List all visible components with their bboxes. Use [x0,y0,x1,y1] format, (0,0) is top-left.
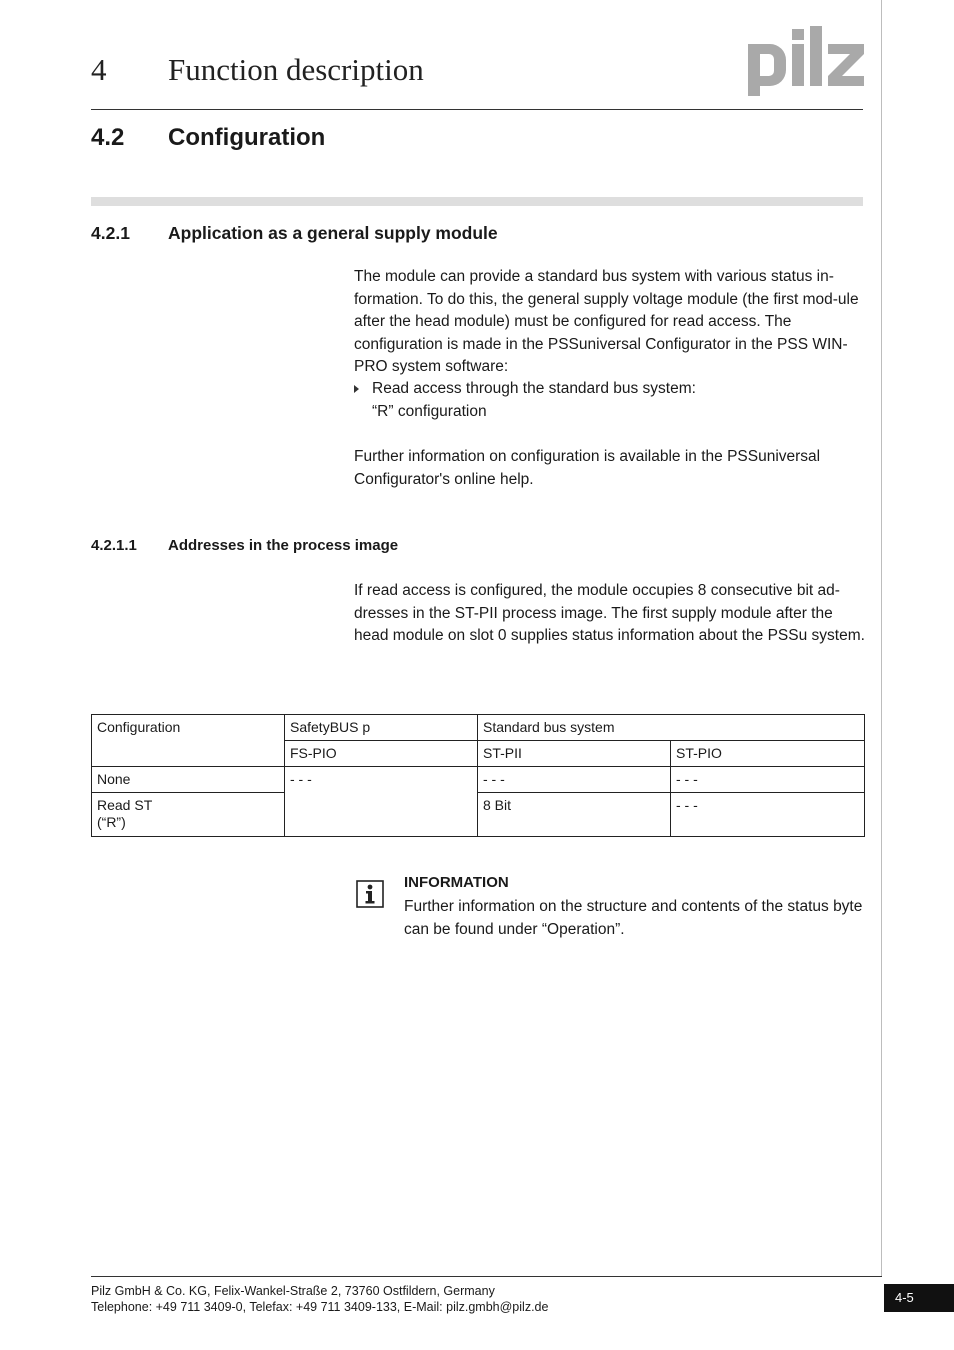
header-standard-bus: Standard bus system [478,715,865,741]
subsection-title: Application as a general supply module [168,223,498,243]
header-fs-pio: FS-PIO [285,741,478,767]
cell-none-st-pii: - - - [478,767,671,793]
bullet-arrow-icon [354,385,359,393]
paragraph-addresses: If read access is configured, the module occupies 8 consecutive bit ad-dresses in the ST-PII process image. The first supply module after the head module on slot 0 supplies status information about the PSSu system. [354,582,865,644]
header-configuration: Configuration [92,715,285,767]
paragraph-intro: The module can provide a standard bus system with various status in-formation. To do this, the general supply voltage module (the first mod-ule after the head module) must be configured for read access. The configuration is made in the PSSuniversal Configurator in the PSS WIN-PRO system software: [354,268,859,375]
bullet-item [354,378,864,423]
section-title: Configuration [168,124,326,151]
configuration-table [91,714,865,837]
header-safetybus: SafetyBUS p [285,715,478,741]
cell-read-st-pii: 8 Bit [478,793,671,837]
subsection-number: 4.2.1 [91,223,130,243]
section-number: 4.2 [91,124,125,151]
footer-divider [91,1276,882,1277]
subsubsection-number: 4.2.1.1 [91,537,137,554]
table-row [92,767,865,793]
pilz-logo [748,26,864,96]
header-st-pii: ST-PII [478,741,671,767]
info-heading: INFORMATION [404,874,509,891]
subsubsection-title: Addresses in the process image [168,537,399,554]
chapter-number: 4 [91,52,107,87]
bullet-line-2: “R” configuration [372,402,487,420]
cell-none-st-pio: - - - [671,767,865,793]
header-st-pio: ST-PIO [671,741,865,767]
table-header-row [92,715,865,741]
header-divider [91,109,863,110]
chapter-title: Function description [168,52,424,87]
cell-read-st-pio: - - - [671,793,865,837]
footer-address: Pilz GmbH & Co. KG, Felix-Wankel-Straße 2, 73760 Ostfildern, Germany [91,1284,495,1298]
cell-read-label [92,793,285,837]
table-row [92,793,865,837]
info-icon [356,880,384,908]
cell-none-fs-pio: - - - [285,767,478,837]
cell-read-label-line1: Read ST [97,797,153,813]
page-number: 4-5 [884,1284,954,1312]
section-bar [91,197,863,206]
bullet-line-1: Read access through the standard bus system: [372,380,696,397]
cell-read-label-line2: (“R”) [97,814,126,830]
footer-contact: Telephone: +49 711 3409-0, Telefax: +49 711 3409-133, E-Mail: pilz.gmbh@pilz.de [91,1300,549,1314]
paragraph-further-info: Further information on configuration is available in the PSSuniversal Configurator's online help. [354,448,821,488]
cell-none-label: None [92,767,285,793]
info-text: Further information on the structure and contents of the status byte can be found under “Operation”. [404,898,863,938]
margin-rule [881,0,882,1276]
